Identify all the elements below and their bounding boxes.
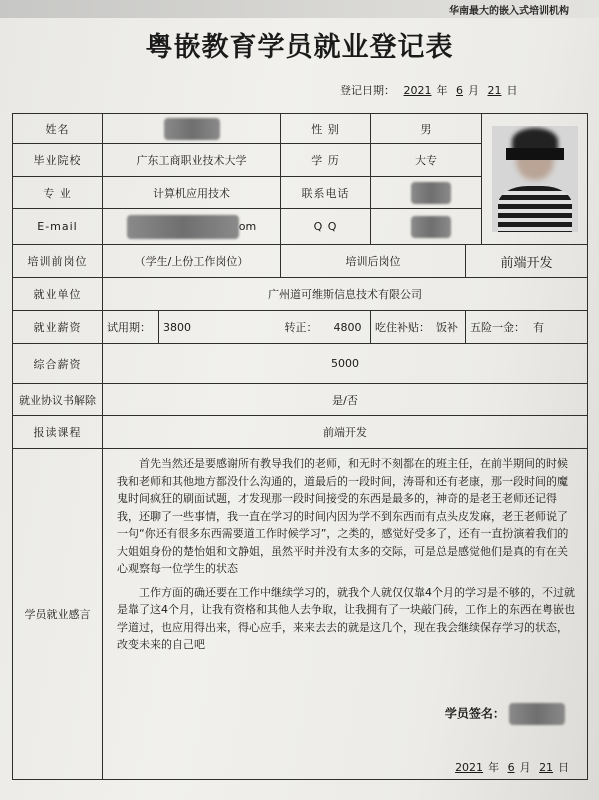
major-value: 计算机应用技术 xyxy=(103,177,281,209)
feedback-paragraph-1: 首先当然还是要感谢所有教导我们的老师，和无时不刻都在的班主任，在前半期间的时候我和老师和其他地方都没什么沟通的，道最后的一段时间，涛哥和还有老康，那一段时间的魔鬼时间疯狂的刷面试题，才发现那一段时间接受的东西是最多的，神奇的是老王老师还记得我，还聊了一些事情，我一直在学习的时间内因为学不到东西而有点头皮发麻，老王老师说了一句“你还有很多东西需要道工作时候学习”，之类的，感觉好受多了，还有一直扮演着我们的大姐姐身份的楚怡姐和文静姐，虽然平时并没有太多的交际，可是总是感觉他们是真的有在关心观察每一位学生的状态 xyxy=(117,457,569,575)
employer-value: 广州道可维斯信息技术有限公司 xyxy=(103,278,588,311)
redacted-name xyxy=(164,118,220,140)
total-salary-label: 综合薪资 xyxy=(13,344,103,384)
regular-salary-label: 转正： xyxy=(284,321,318,334)
insurance-value: 有 xyxy=(533,321,545,334)
education-value: 大专 xyxy=(371,144,482,177)
reg-date-month-unit: 月 xyxy=(468,84,479,97)
gender-label: 性 别 xyxy=(281,114,371,144)
board-subsidy-label: 吃住补贴： xyxy=(375,321,431,334)
redacted-email xyxy=(127,215,239,239)
agreement-label: 就业协议书解除 xyxy=(13,384,103,416)
trial-salary-label: 试用期： xyxy=(103,311,159,344)
gender-value: 男 xyxy=(371,114,482,144)
reg-date-year-unit: 年 xyxy=(436,84,448,97)
feedback-paragraph-2: 工作方面的确还要在工作中继续学习的，就我个人就仅仅靠4个月的学习是不够的，不过就是靠了这4个月，让我有资格和其他人去争取，让我拥有了一块敲门砖，工作上的东西在粤嵌也学道过，也应用得出来，得心应手，来来去去的就是这几个，现在我会继续保存学习的状态，改变未来的自己吧 xyxy=(117,585,575,651)
name-label: 姓名 xyxy=(13,114,103,144)
board-subsidy xyxy=(371,311,466,344)
school-value: 广东工商职业技术大学 xyxy=(103,144,281,177)
sign-date-month: 6 xyxy=(507,761,515,774)
pre-position-value: （学生/上份工作岗位） xyxy=(103,245,281,278)
course-value: 前端开发 xyxy=(103,416,588,449)
feedback-label: 学员就业感言 xyxy=(13,449,103,780)
sign-date-day: 21 xyxy=(539,761,554,774)
phone-label: 联系电话 xyxy=(281,177,371,209)
salary-label: 就业薪资 xyxy=(13,311,103,344)
school-label: 毕业院校 xyxy=(13,144,103,177)
sign-date-day-unit: 日 xyxy=(558,761,570,774)
slogan: 华南最大的嵌入式培训机构 xyxy=(449,6,569,17)
redacted-signature xyxy=(509,703,565,725)
redacted-phone xyxy=(411,182,451,204)
board-subsidy-value: 饭补 xyxy=(436,321,459,334)
major-label: 专 业 xyxy=(13,177,103,209)
reg-date-label: 登记日期： xyxy=(340,84,395,97)
document-title: 粤嵌教育学员就业登记表 xyxy=(145,32,454,63)
regular-salary-value: 4800 xyxy=(333,321,362,334)
name-value xyxy=(103,114,281,144)
photo-cell xyxy=(482,114,588,245)
agreement-value: 是/否 xyxy=(103,384,588,416)
registration-date xyxy=(340,82,518,98)
applicant-photo xyxy=(492,126,578,232)
regular-salary xyxy=(281,311,371,344)
email-label: E-mail xyxy=(13,209,103,245)
signature-label: 学员签名： xyxy=(444,706,505,721)
student-signature xyxy=(445,703,565,725)
redacted-qq xyxy=(411,216,451,238)
trial-salary-value: 3800 xyxy=(159,311,281,344)
registration-form xyxy=(12,113,588,780)
reg-date-day: 21 xyxy=(487,84,502,97)
insurance-label: 五险一金： xyxy=(470,321,526,334)
header-banner xyxy=(0,0,599,18)
sign-date-year: 2021 xyxy=(455,761,484,774)
employer-label: 就业单位 xyxy=(13,278,103,311)
sign-date-month-unit: 月 xyxy=(519,761,531,774)
reg-date-year: 2021 xyxy=(403,84,432,97)
education-label: 学 历 xyxy=(281,144,371,177)
course-label: 报读课程 xyxy=(13,416,103,449)
reg-date-month: 6 xyxy=(456,84,463,97)
reg-date-day-unit: 日 xyxy=(506,84,518,97)
insurance xyxy=(466,311,588,344)
qq-label: Q Q xyxy=(281,209,371,245)
signature-date xyxy=(450,759,569,775)
sign-date-year-unit: 年 xyxy=(488,761,500,774)
email-suffix: om xyxy=(238,219,257,233)
post-position-label: 培训后岗位 xyxy=(281,245,466,278)
pre-position-label: 培训前岗位 xyxy=(13,245,103,278)
email-value xyxy=(103,209,281,245)
phone-value xyxy=(371,177,482,209)
total-salary-value: 5000 xyxy=(103,344,588,384)
qq-value xyxy=(371,209,482,245)
post-position-value: 前端开发 xyxy=(466,245,588,278)
feedback-content xyxy=(103,449,588,780)
